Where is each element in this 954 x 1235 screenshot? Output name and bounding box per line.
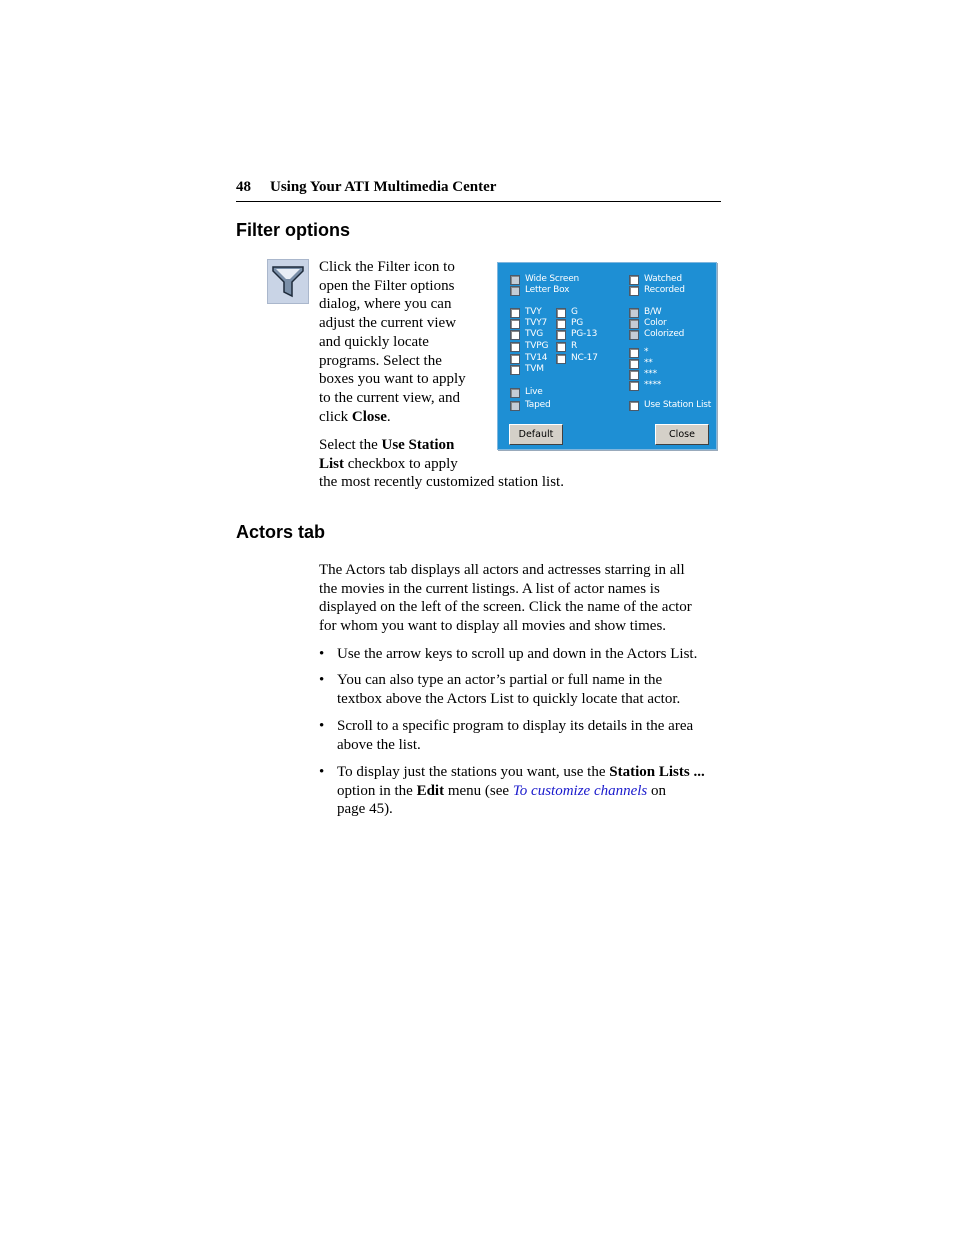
close-button[interactable]: Close bbox=[655, 424, 709, 445]
actors-intro: The Actors tab displays all actors and actresses starring in all the movies in the current listings. A list of actor names is displayed on the left of the screen. Click the name of the actor for whom you want to display all movies and show times. bbox=[319, 562, 692, 635]
actors-tab-heading: Actors tab bbox=[236, 522, 326, 542]
filter-options-heading: Filter options bbox=[236, 220, 350, 240]
customize-channels-link[interactable]: To customize channels bbox=[512, 782, 648, 799]
chapter-title: Using Your ATI Multimedia Center bbox=[270, 179, 497, 195]
filter-dialog: Wide Screen Letter Box TVY TVY7 TVG TVPG TV14 TVM G PG PG-13 R NC-17 Live Taped Watched Recorded B/W Color Colorized * ** *** **** Use Station List Default Close bbox=[497, 262, 717, 450]
default-button[interactable]: Default bbox=[509, 424, 563, 445]
page-number: 48 bbox=[236, 179, 251, 195]
running-header bbox=[236, 177, 721, 202]
filter-description: Click the Filter icon to open the Filter options dialog, where you can adjust the current view and quickly locate programs. Select the boxes you want to apply to the current view, and click Close. bbox=[319, 259, 466, 425]
filter-icon bbox=[267, 259, 309, 304]
use-station-list-description: Select the Use Station List checkbox to apply the most recently customized station list. bbox=[319, 437, 564, 491]
